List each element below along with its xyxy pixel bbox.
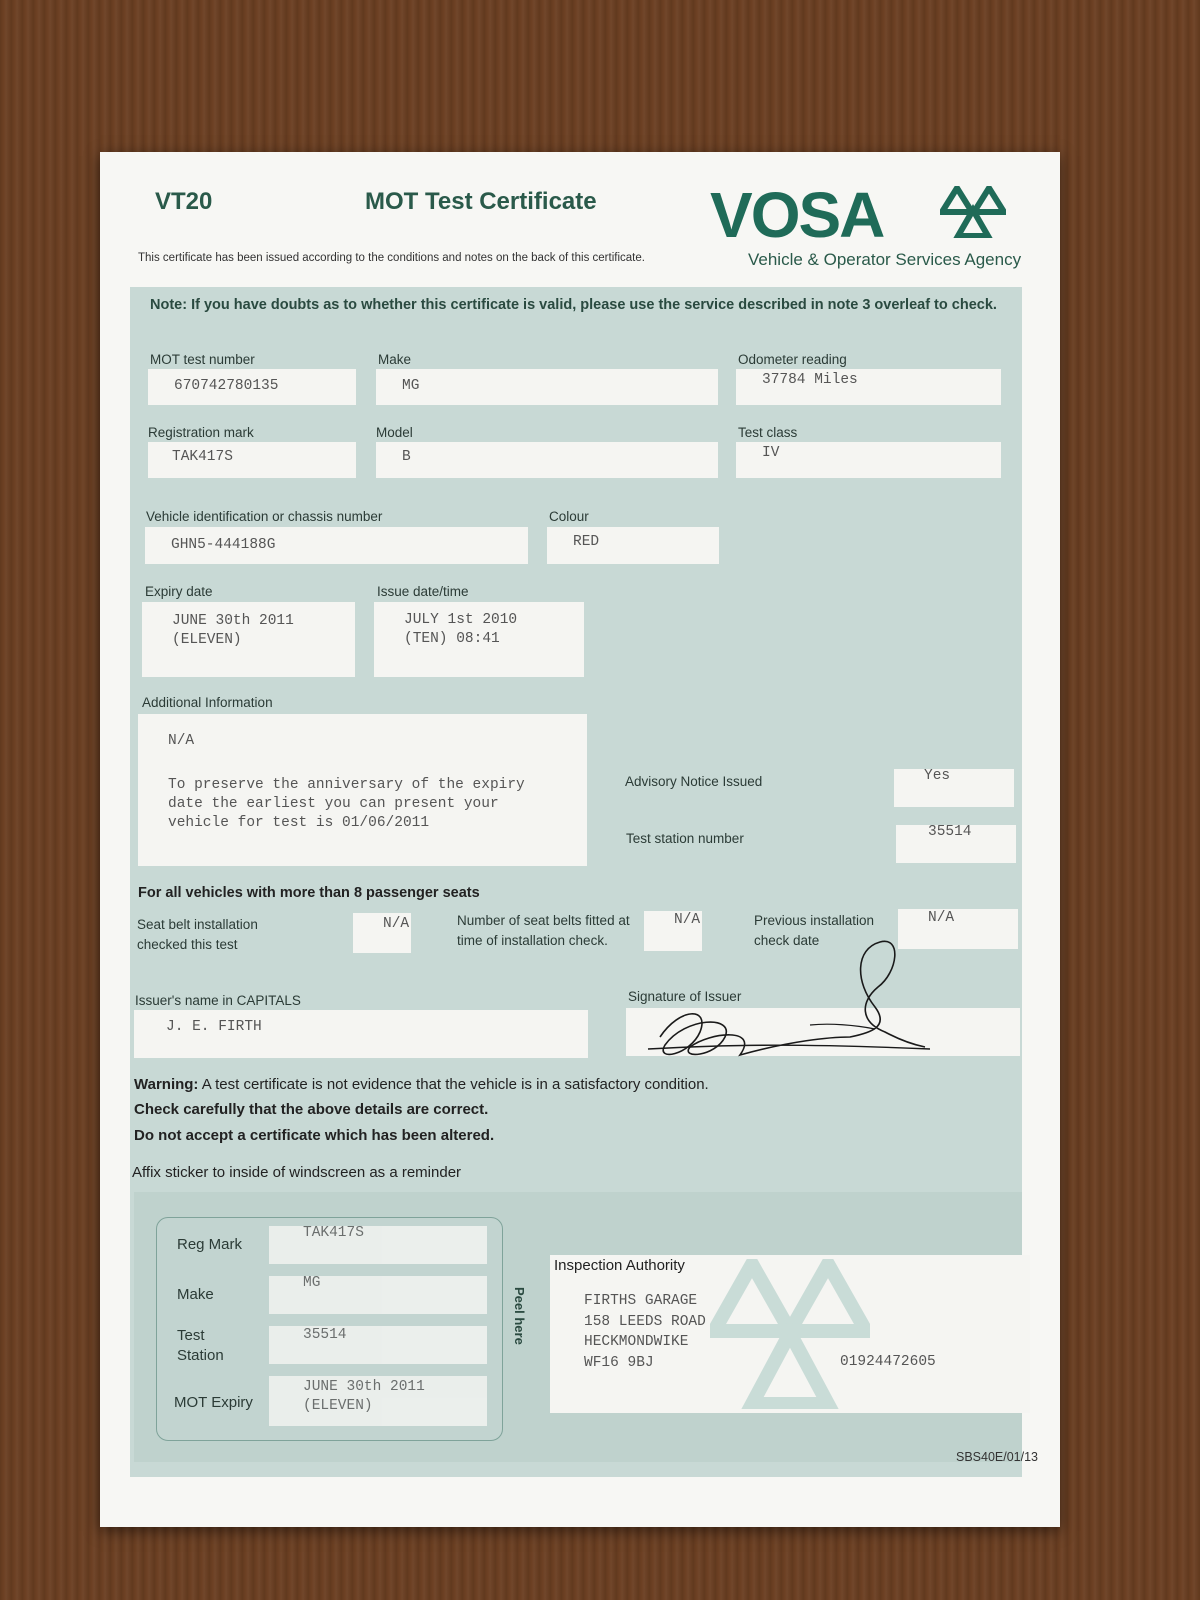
test-class-label: Test class — [738, 425, 798, 440]
inspection-authority-box — [550, 1255, 1030, 1413]
inspection-phone: 01924472605 — [840, 1354, 936, 1370]
colour-box — [547, 527, 719, 564]
mot-number-value: 670742780135 — [174, 378, 279, 394]
additional-info-text: To preserve the anniversary of the expiry date the earliest you can present your vehicle for test is 01/06/2011 — [168, 777, 525, 831]
make-value: MG — [402, 378, 420, 394]
triangle-logo-icon — [940, 186, 1006, 238]
colour-value: RED — [573, 534, 600, 550]
colour-label: Colour — [549, 509, 589, 524]
form-reference: SBS40E/01/13 — [956, 1450, 1039, 1464]
advisory-value: Yes — [924, 768, 951, 784]
issuer-name-value: J. E. FIRTH — [166, 1019, 262, 1035]
additional-info-box — [138, 714, 587, 866]
agency-name: Vehicle & Operator Services Agency — [748, 250, 1022, 269]
sticker-reg-label: Reg Mark — [177, 1236, 243, 1253]
odometer-value: 37784 Miles — [762, 372, 858, 388]
passenger-heading: For all vehicles with more than 8 passenger seats — [138, 885, 480, 901]
certificate-panel — [130, 287, 1039, 1477]
issuer-name-label: Issuer's name in CAPITALS — [135, 993, 301, 1008]
warning-check: Check carefully that the above details are correct. — [134, 1101, 489, 1118]
form-code: VT20 — [155, 188, 213, 215]
inspection-address: FIRTHS GARAGE 158 LEEDS ROAD HECKMONDWIKE WF16 9BJ — [584, 1293, 706, 1371]
windscreen-sticker — [156, 1217, 503, 1441]
certificate-title: MOT Test Certificate — [365, 188, 597, 215]
test-class-value: IV — [762, 445, 780, 461]
station-label: Test station number — [626, 831, 744, 846]
sticker-expiry-label: MOT Expiry — [174, 1394, 253, 1411]
seat-belt-box — [353, 913, 411, 953]
advisory-label: Advisory Notice Issued — [625, 774, 763, 789]
registration-value: TAK417S — [172, 449, 233, 465]
vosa-logo: VOSA — [710, 179, 884, 251]
sticker-reg-value: TAK417S — [303, 1225, 364, 1241]
inspection-authority-label: Inspection Authority — [554, 1257, 685, 1274]
issue-value: JULY 1st 2010 (TEN) 08:41 — [404, 612, 518, 647]
issue-label: Issue date/time — [377, 584, 469, 599]
additional-info-na: N/A — [168, 733, 195, 749]
model-box — [376, 442, 718, 478]
make-box — [376, 369, 718, 405]
issue-box — [374, 602, 584, 677]
seat-belt-label: Seat belt installation checked this test — [137, 917, 258, 952]
triangle-watermark-icon — [710, 1259, 870, 1409]
warning-altered: Do not accept a certificate which has been altered. — [134, 1127, 495, 1144]
vin-box — [145, 527, 528, 564]
sticker-make-box — [269, 1276, 487, 1314]
model-value: B — [402, 449, 411, 465]
make-label: Make — [378, 352, 412, 367]
expiry-value: JUNE 30th 2011 (ELEVEN) — [172, 613, 294, 648]
vin-value: GHN5-444188G — [171, 537, 276, 553]
warning-lead: Warning: — [134, 1076, 199, 1093]
odometer-label: Odometer reading — [738, 352, 847, 367]
affix-note: Affix sticker to inside of windscreen as a reminder — [132, 1164, 462, 1181]
odometer-box — [736, 369, 1001, 405]
model-label: Model — [376, 425, 413, 440]
sticker-expiry-box — [269, 1376, 487, 1426]
validity-note: Note: If you have doubts as to whether this certificate is valid, please use the service described in note 3 overleaf to check. — [150, 297, 997, 313]
mot-certificate — [100, 152, 1060, 1527]
sticker-make-value: MG — [303, 1275, 321, 1291]
previous-check-value: N/A — [928, 910, 955, 926]
issuer-name-box — [134, 1010, 588, 1058]
warning-text: A test certificate is not evidence that the vehicle is in a satisfactory condition. — [201, 1076, 709, 1093]
belts-fitted-label: Number of seat belts fitted at time of installation check. — [457, 913, 630, 948]
mot-number-box — [148, 369, 356, 405]
sticker-station-value: 35514 — [303, 1327, 347, 1343]
test-class-box — [736, 442, 1001, 478]
sticker-station-label: Test Station — [177, 1327, 224, 1364]
registration-label: Registration mark — [148, 425, 254, 440]
issued-note: This certificate has been issued according to the conditions and notes on the back of this certificate. — [138, 252, 645, 264]
mot-number-label: MOT test number — [150, 352, 255, 367]
station-value: 35514 — [928, 824, 972, 840]
sticker-reg-box — [269, 1226, 487, 1264]
signature-icon — [640, 937, 940, 1077]
previous-check-label: Previous installation check date — [754, 913, 875, 948]
seat-belt-value: N/A — [383, 916, 410, 932]
vin-label: Vehicle identification or chassis number — [146, 509, 383, 524]
station-box — [896, 825, 1016, 863]
advisory-box — [894, 769, 1014, 807]
registration-box — [148, 442, 356, 478]
expiry-label: Expiry date — [145, 584, 213, 599]
additional-info-label: Additional Information — [142, 695, 273, 710]
sticker-station-box — [269, 1326, 487, 1364]
belts-fitted-value: N/A — [674, 912, 701, 928]
sticker-expiry-value: JUNE 30th 2011 (ELEVEN) — [303, 1379, 425, 1414]
sticker-make-label: Make — [177, 1286, 214, 1303]
expiry-box — [142, 602, 355, 677]
signature-label: Signature of Issuer — [628, 989, 742, 1004]
peel-here-label: Peel here — [512, 1287, 527, 1345]
warning-line — [134, 1076, 709, 1093]
